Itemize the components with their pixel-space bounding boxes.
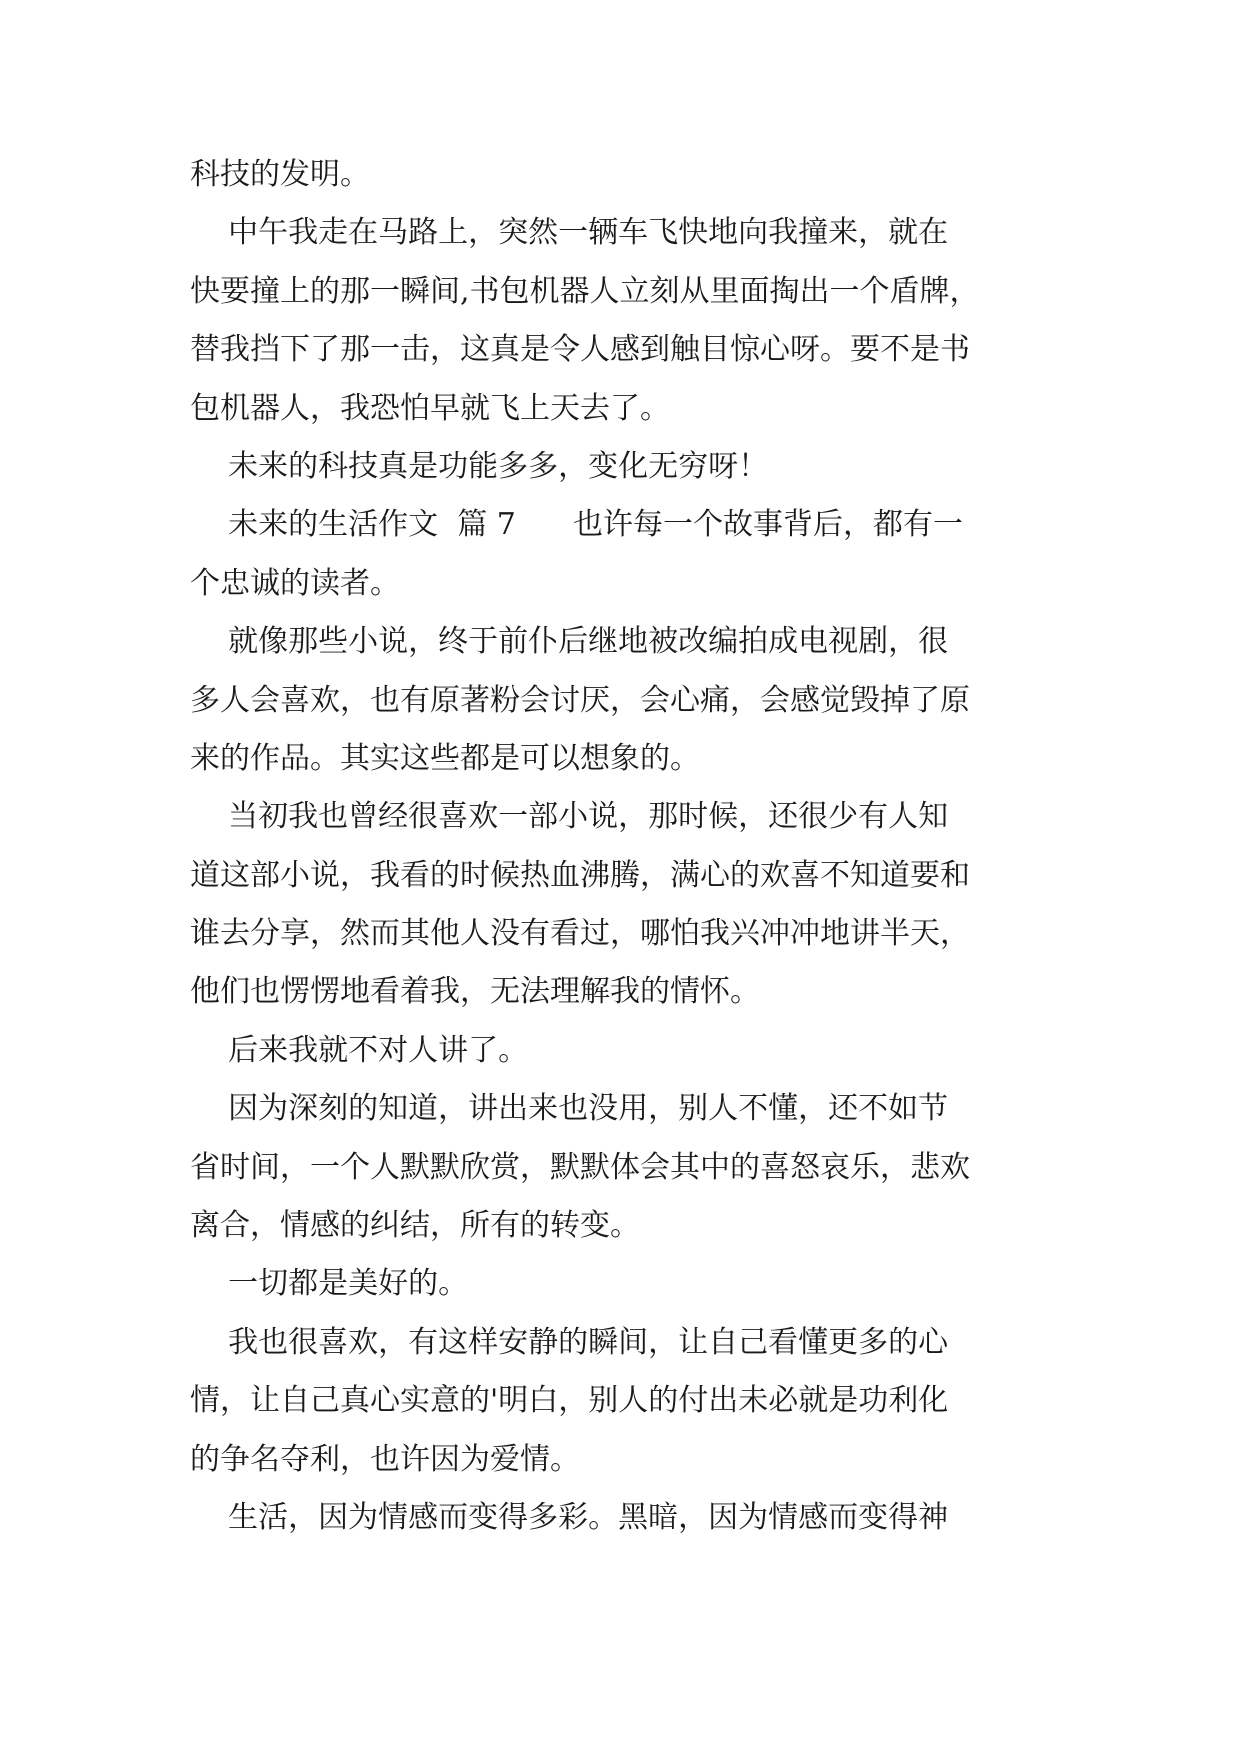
text-line: 来的作品。其实这些都是可以想象的。	[190, 740, 700, 776]
text-line: 他们也愣愣地看着我，无法理解我的情怀。	[190, 974, 760, 1010]
text-line: 我也很喜欢，有这样安静的瞬间，让自己看懂更多的心	[190, 1324, 949, 1360]
text-line: 后来我就不对人讲了。	[190, 1032, 529, 1068]
text-line: 多人会喜欢，也有原著粉会讨厌，会心痛，会感觉毁掉了原	[190, 682, 970, 718]
text-line: 就像那些小说，终于前仆后继地被改编拍成电视剧，很	[190, 624, 949, 660]
text-line: 个忠诚的读者。	[190, 565, 400, 601]
text-line: 当初我也曾经很喜欢一部小说，那时候，还很少有人知	[190, 799, 949, 835]
text-line: 的争名夺利，也许因为爱情。	[190, 1441, 580, 1477]
text-line: 科技的发明。	[190, 157, 370, 192]
text-line: 未来的科技真是功能多多，变化无穷呀！	[190, 448, 769, 484]
text-line: 中午我走在马路上，突然一辆车飞快地向我撞来，就在	[190, 215, 949, 251]
essay-body	[190, 146, 1070, 1547]
text-line: 因为深刻的知道，讲出来也没用，别人不懂，还不如节	[190, 1091, 949, 1127]
text-line: 快要撞上的那一瞬间,书包机器人立刻从里面掏出一个盾牌，	[190, 273, 980, 309]
section-heading-line: 未来的生活作文 篇 7 也许每一个故事背后，都有一	[190, 507, 964, 543]
text-line: 替我挡下了那一击，这真是令人感到触目惊心呀。要不是书	[190, 332, 970, 368]
text-line: 省时间，一个人默默欣赏，默默体会其中的喜怒哀乐，悲欢	[190, 1149, 970, 1185]
text-line: 一切都是美好的。	[190, 1266, 469, 1302]
text-line: 谁去分享，然而其他人没有看过，哪怕我兴冲冲地讲半天，	[190, 916, 970, 952]
text-line: 道这部小说，我看的时候热血沸腾，满心的欢喜不知道要和	[190, 857, 970, 893]
text-line: 情，让自己真心实意的'明白，别人的付出未必就是功利化	[190, 1383, 949, 1419]
text-line: 生活，因为情感而变得多彩。黑暗，因为情感而变得神	[190, 1499, 949, 1535]
text-line: 包机器人，我恐怕早就飞上天去了。	[190, 390, 670, 426]
text-line: 离合，情感的纠结，所有的转变。	[190, 1208, 640, 1244]
